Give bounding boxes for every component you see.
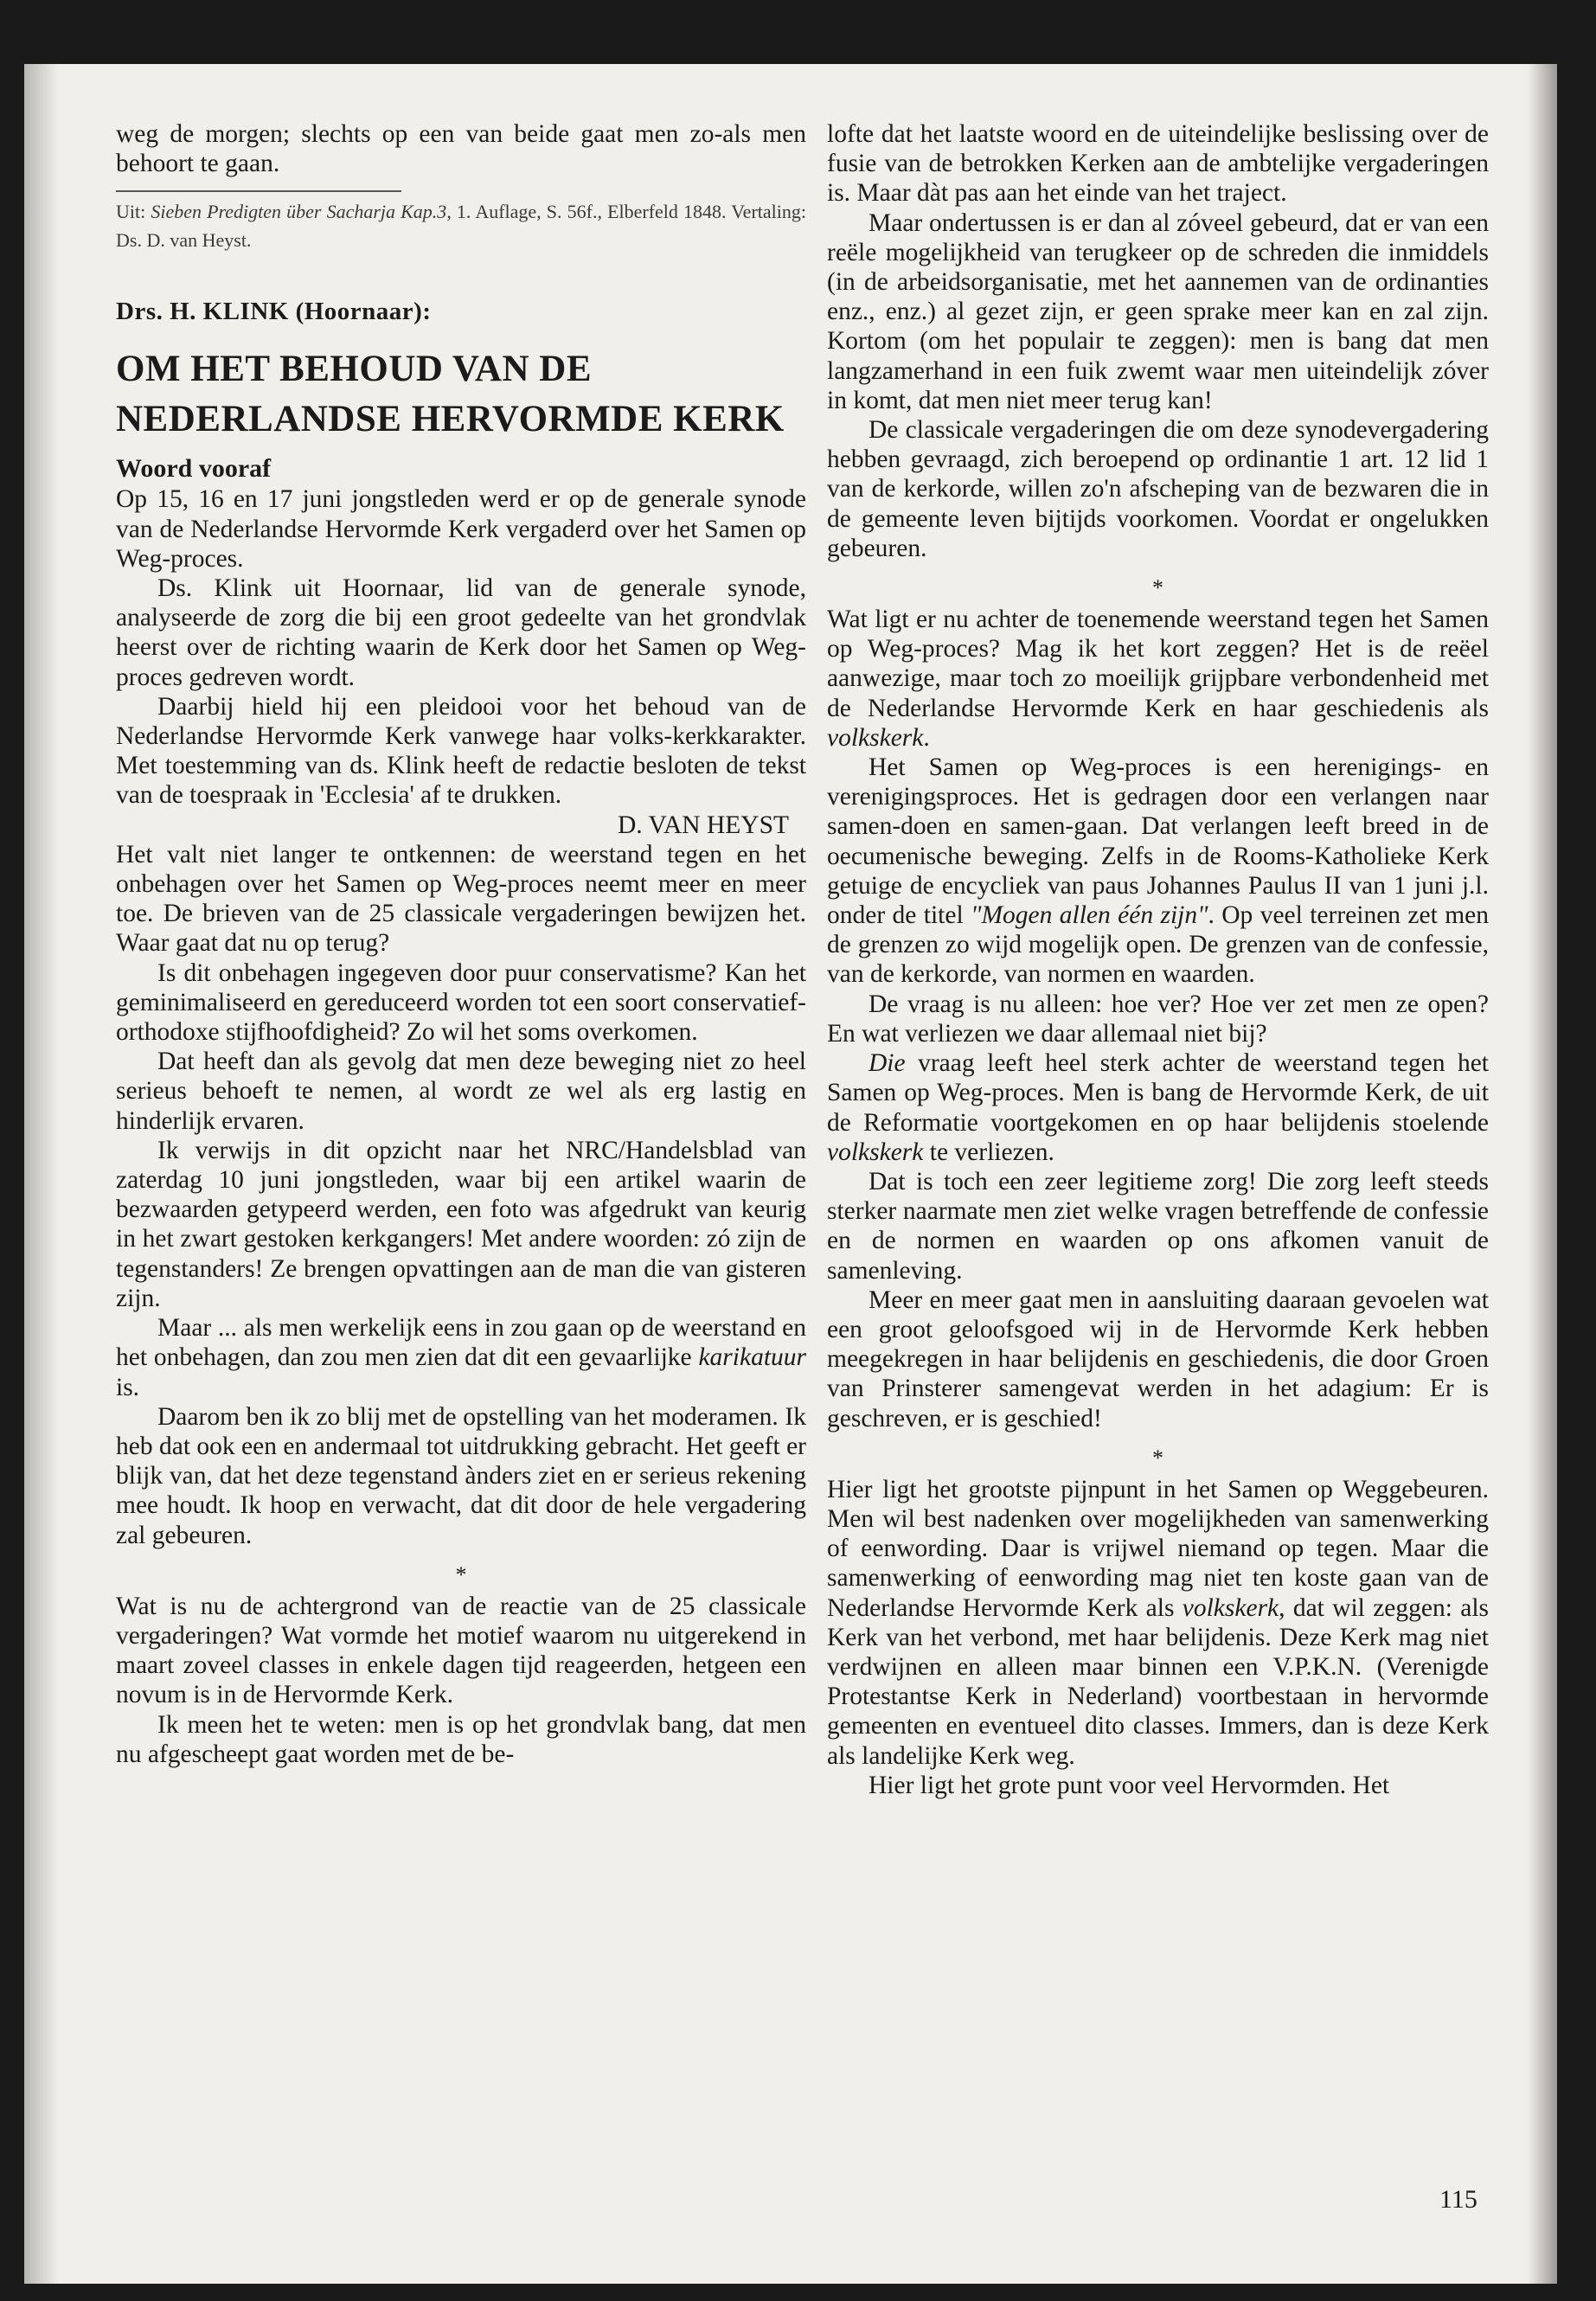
title-line-2: NEDERLANDSE HERVORMDE KERK: [116, 399, 785, 440]
section-separator-star: *: [1152, 575, 1163, 601]
paragraph: Dat heeft dan als gevolg dat men deze beweging niet zo heel serieus behoeft te nemen, al wordt ze wel als erg lastig en hinderlijk ervaren.: [116, 1048, 806, 1135]
intro-paragraph: weg de morgen; slechts op een van beide gaat men zo-als men behoort te gaan.: [116, 120, 806, 178]
right-column: [827, 119, 1489, 1800]
paragraph: Het valt niet langer te ontkennen: de weerstand tegen en het onbehagen over het Samen op Weg-proces neemt meer en meer toe. De brieven van de 25 classicale vergaderingen bewijzen het. Waar gaat dat nu op terug?: [116, 840, 806, 958]
paragraph: Daarom ben ik zo blij met de opstelling van het moderamen. Ik heb dat ook een en andermaal tot uitdrukking gebracht. Het geeft er blijk van, dat het deze tegenstand ànders ziet en er serieus rekening mee houdt. Ik hoop en verwacht, dat dit door de hele vergadering zal gebeuren.: [116, 1402, 806, 1549]
article-author: Drs. H. KLINK (Hoornaar):: [116, 298, 432, 326]
page-edge-shadow: [1528, 64, 1557, 2284]
paragraph: lofte dat het laatste woord en de uiteindelijke beslissing over de fusie van de betrokken Kerken aan de ambtelijke vergaderingen is. Maar dàt pas aan het einde van het traject.: [827, 120, 1489, 208]
paragraph: Die vraag leeft heel sterk achter de weerstand tegen het Samen op Weg-proces. Men is bang de Hervormde Kerk, de uit de Reformatie voortgekomen en op haar belijdenis stoelende volkskerk te verliezen.: [827, 1049, 1489, 1166]
article-title: [116, 344, 806, 445]
paragraph: Dat is toch een zeer legitieme zorg! Die zorg leeft steeds sterker naarmate men ziet welke vragen betreffende de confessie en de normen en waarden op ons afkomen vanuit de samenleving.: [827, 1167, 1489, 1285]
source-title: Sieben Predigten über Sacharja Kap.3: [151, 201, 447, 223]
section-separator-star: *: [1152, 1445, 1163, 1471]
page-number: 115: [1439, 2185, 1477, 2214]
paragraph: De vraag is nu alleen: hoe ver? Hoe ver zet men ze open? En wat verliezen we daar allemaal niet bij?: [827, 990, 1489, 1048]
paragraph: Hier ligt het grote punt voor veel Hervormden. Het: [869, 1771, 1390, 1799]
editor-signature: D. VAN HEYST: [617, 811, 789, 839]
paragraph: Maar ... als men werkelijk eens in zou gaan op de weerstand en het onbehagen, dan zou men zien dat dit een gevaarlijke karikatuur is.: [116, 1314, 806, 1401]
paragraph: Ik verwijs in dit opzicht naar het NRC/Handelsblad van zaterdag 10 juni jongstleden, waar bij een artikel waarin de bezwaarden getypeerd werden, een foto was afgedrukt van keurig in het zwart gestoken kerkgangers! Met andere woorden: zó zijn de tegenstanders! Ze brengen opvattingen aan de man die van gisteren zijn.: [116, 1136, 806, 1312]
section-separator-star: *: [455, 1561, 467, 1587]
paragraph: Meer en meer gaat men in aansluiting daaraan gevoelen wat een groot geloofsgoed wij in de Hervormde Kerk hebben meegekregen in haar belijdenis en geschiedenis, die door Groen van Prinsterer samengevat werden in het adagium: Er is geschreven, er is geschied!: [827, 1285, 1489, 1433]
paragraph: Daarbij hield hij een pleidooi voor het behoud van de Nederlandse Hervormde Kerk vanwege haar volks-kerkkarakter. Met toestemming van ds. Klink heeft de redactie besloten de tekst van de toespraak in 'Ecclesia' af te drukken.: [116, 692, 806, 810]
paragraph: Op 15, 16 en 17 juni jongstleden werd er op de generale synode van de Nederlandse Hervormde Kerk vergaderd over het Samen op Weg-proces.: [116, 485, 806, 573]
paragraph: Wat ligt er nu achter de toenemende weerstand tegen het Samen op Weg-proces? Mag ik het kort zeggen? Het is de reëel aanwezige, maar toch zo moeilijk grijpbare verbondenheid met de Nederlandse Hervormde Kerk en haar geschiedenis als volkskerk.: [827, 606, 1489, 752]
source-citation: [116, 190, 806, 254]
left-column: [116, 119, 806, 1769]
paragraph: Ik meen het te weten: men is op het grondvlak bang, dat men nu afgescheept gaat worden met de be-: [116, 1710, 806, 1768]
paragraph: Het Samen op Weg-proces is een herenigings- en verenigingsproces. Het is gedragen door een verlangen naar samen-doen en samen-gaan. Dat verlangen leeft breed in de oecumenische beweging. Zelfs in de Rooms-Katholieke Kerk getuige de encycliek van paus Johannes Paulus II van 1 juni j.l. onder de titel "Mogen allen één zijn". Op veel terreinen zet men de grenzen zo wijd mogelijk open. De grenzen van de confessie, van de kerkorde, van normen en waarden.: [827, 753, 1489, 989]
paragraph: Wat is nu de achtergrond van de reactie van de 25 classicale vergaderingen? Wat vormde het motief waarom nu uitgerekend in maart zoveel classes in enkele dagen tijd reageerden, hetgeen een novum is in de Hervormde Kerk.: [116, 1592, 806, 1709]
paragraph: Is dit onbehagen ingegeven door puur conservatisme? Kan het geminimaliseerd en gereduceerd worden tot een soort conservatief-orthodoxe stijfhoofdigheid? Zo wil het soms overkomen.: [116, 958, 806, 1047]
section-heading: Woord vooraf: [116, 454, 272, 484]
page-gutter-shadow: [24, 64, 59, 2284]
source-details: , 1. Auflage, S. 56f., Elberfeld 1848. Vertaling: Ds. D. van Heyst.: [116, 201, 806, 252]
title-line-1: OM HET BEHOUD VAN DE: [116, 349, 592, 390]
paragraph: De classicale vergaderingen die om deze synodevergadering hebben gevraagd, zich beroepend op ordinantie 1 art. 12 lid 1 van de kerkorde, willen zo'n afscheping van de bezwaren die in de gemeente leven bijtijds voorkomen. Voordat er ongelukken gebeuren.: [827, 416, 1489, 562]
paragraph: Hier ligt het grootste pijnpunt in het Samen op Weggebeuren. Men wil best nadenken over mogelijkheden van samenwerking of eenwording. Daar is vrijwel niemand op tegen. Maar die samenwerking of eenwording mag niet ten koste gaan van de Nederlandse Hervormde Kerk als volkskerk, dat wil zeggen: als Kerk van het verbond, met haar belijdenis. Deze Kerk mag niet verdwijnen en alleen maar binnen een V.P.K.N. (Verenigde Protestantse Kerk in Nederland) voortbestaan in hervormde gemeenten en eventueel dito classes. Immers, dan is deze Kerk als landelijke Kerk weg.: [827, 1475, 1489, 1770]
paragraph: Maar ondertussen is er dan al zóveel gebeurd, dat er van een reële mogelijkheid van terugkeer op de schreden die inmiddels (in de arbeidsorganisatie, met het aannemen van de ordinanties enz., enz.) al gezet zijn, er geen sprake meer kan en zal zijn. Kortom (om het populair te zeggen): men is bang dat men langzamerhand in een fuik zwemt waar men uiteindelijk zóver in komt, dat men niet meer terug kan!: [827, 208, 1489, 414]
source-label: Uit:: [116, 201, 151, 223]
paragraph: Ds. Klink uit Hoornaar, lid van de generale synode, analyseerde de zorg die bij een groot gedeelte van het grondvlak heerst over de richting waarin de Kerk door het Samen op Weg-proces gedreven wordt.: [116, 574, 806, 691]
